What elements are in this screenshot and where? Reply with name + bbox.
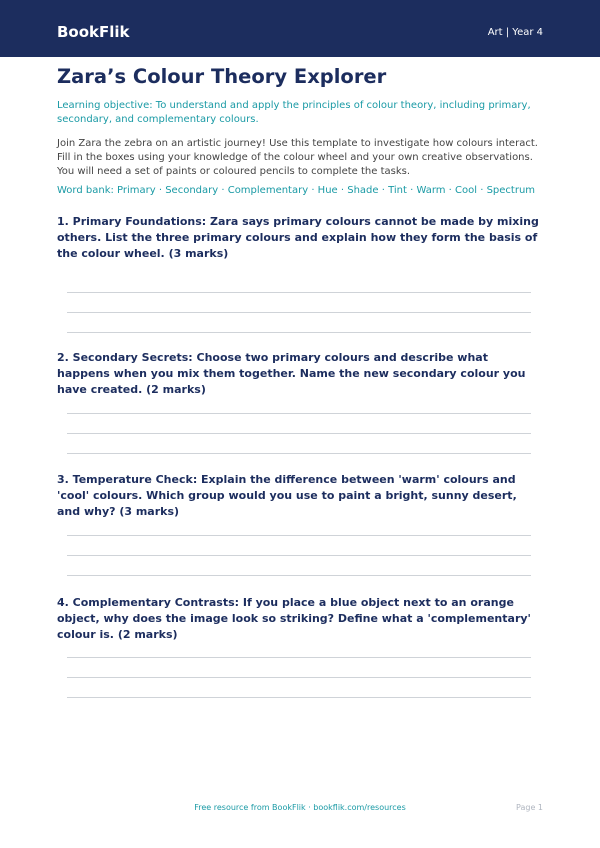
answer-line-3c[interactable] — [67, 575, 531, 576]
word-bank: Word bank: Primary · Secondary · Complementary · Hue · Shade · Tint · Warm · Cool · Spectrum — [57, 185, 536, 196]
intro-paragraph: Join Zara the zebra on an artistic journey! Use this template to investigate how colours interact. Fill in the boxes using your knowledge of the colour wheel and your own creative observations. You will need a set of paints or coloured pencils to complete the tasks. — [57, 138, 538, 177]
learning-objective: Learning objective: To understand and apply the principles of colour theory, including primary, secondary, and complementary colours. — [57, 100, 531, 125]
answer-line-1a[interactable] — [67, 292, 531, 293]
question-2: 2. Secondary Secrets: Choose two primary colours and describe what happens when you mix them together. Name the new secondary colour you have created. (2 marks) — [57, 351, 526, 396]
brand-logo: BookFlik — [57, 23, 130, 41]
page-number: Page 1 — [516, 803, 543, 812]
question-1: 1. Primary Foundations: Zara says primary colours cannot be made by mixing others. List the three primary colours and explain how they form the basis of the colour wheel. (3 marks) — [57, 215, 539, 260]
question-3: 3. Temperature Check: Explain the difference between 'warm' colours and 'cool' colours. Which group would you use to paint a bright, sunny desert, and why? (3 marks) — [57, 473, 517, 518]
answer-line-4c[interactable] — [67, 697, 531, 698]
header-bar — [0, 0, 600, 57]
question-4: 4. Complementary Contrasts: If you place a blue object next to an orange object, why does the image look so striking? Define what a 'complementary' colour is. (2 marks) — [57, 596, 531, 641]
answer-line-4a[interactable] — [67, 657, 531, 658]
answer-line-1b[interactable] — [67, 312, 531, 313]
answer-line-2c[interactable] — [67, 453, 531, 454]
page-title: Zara’s Colour Theory Explorer — [57, 65, 387, 88]
answer-line-3a[interactable] — [67, 535, 531, 536]
answer-line-4b[interactable] — [67, 677, 531, 678]
answer-line-3b[interactable] — [67, 555, 531, 556]
footer-credit: Free resource from BookFlik · bookflik.com/resources — [194, 803, 406, 812]
answer-line-2b[interactable] — [67, 433, 531, 434]
answer-line-1c[interactable] — [67, 332, 531, 333]
answer-line-2a[interactable] — [67, 413, 531, 414]
subject-year-label: Art | Year 4 — [487, 27, 543, 38]
